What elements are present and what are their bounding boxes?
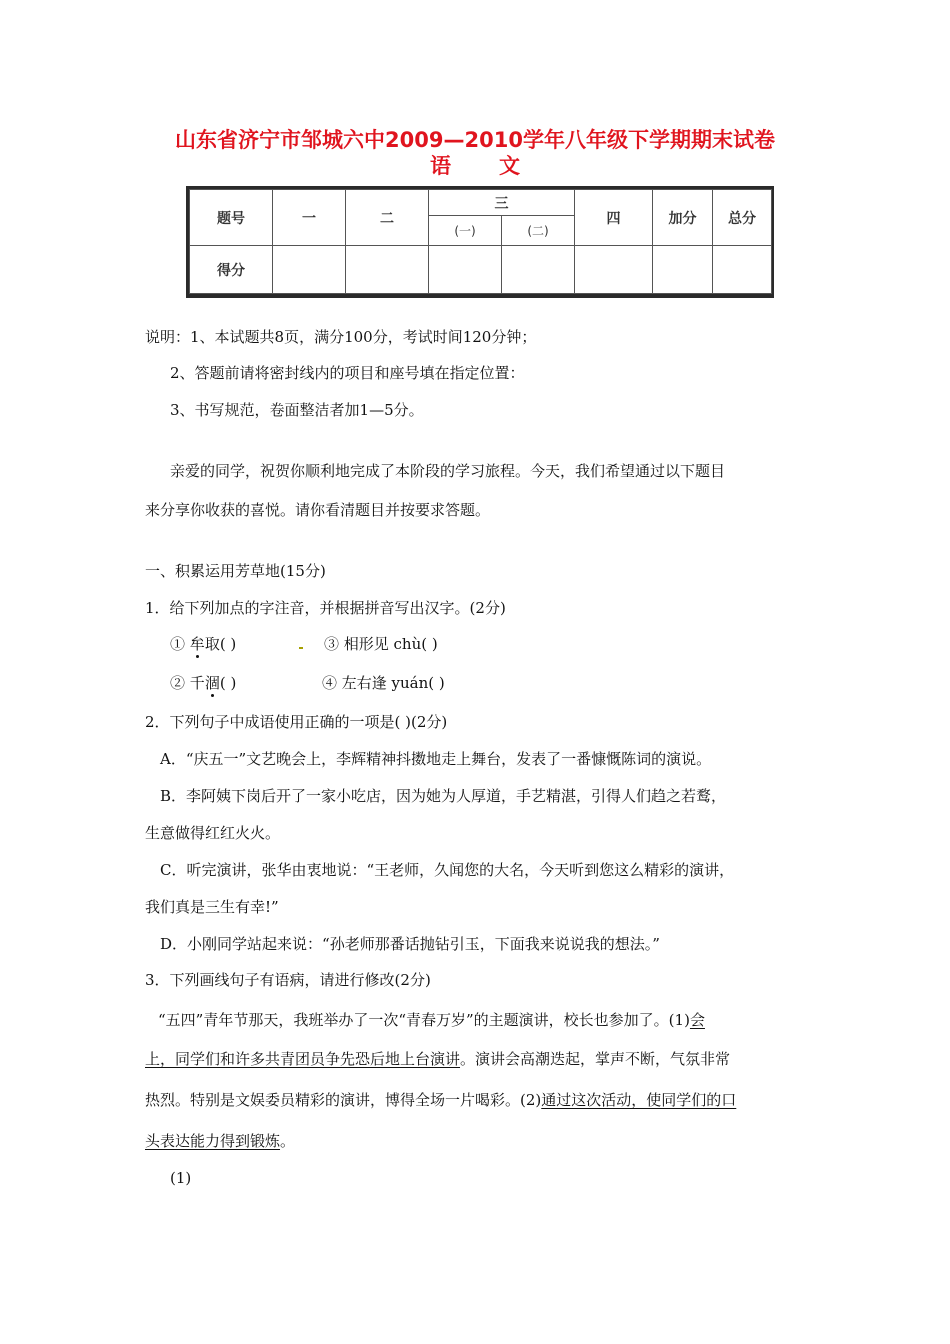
score-cell [346,246,429,294]
intro-line-2: 来分享你收获的喜悦。请你看清题目并按要求答题。 [145,501,491,519]
score-col-1: 一 [273,190,346,246]
exam-title: 山东省济宁市邹城六中2009—2010学年八年级下学期期末试卷 [175,128,775,152]
score-cell [575,246,653,294]
score-col-total: 总分 [713,190,772,246]
note-3: 3、书写规范，卷面整洁者加1—5分。 [170,401,424,419]
question-3-para-line-2: 上，同学们和许多共青团员争先恐后地上台演讲。演讲会高潮迭起，掌声不断，气氛非常 [145,1050,731,1068]
score-row-label: 得分 [190,246,273,294]
question-3-stem: 3．下列画线句子有语病，请进行修改(2分) [145,971,431,989]
question-1-item-2: ② 千涸( ) [170,674,237,692]
score-col-4: 四 [575,190,653,246]
scan-mark [299,647,303,649]
question-2-option-b-cont: 生意做得红红火火。 [145,824,281,842]
score-col-3: 三 [429,190,575,216]
score-cell [273,246,346,294]
question-3-answer-1-label: (1) [170,1169,192,1187]
section-1-heading: 一、积累运用芳草地(15分) [145,562,326,580]
score-cell [502,246,575,294]
score-cell [429,246,502,294]
score-table [186,186,774,298]
score-sub-col-2: (二) [502,216,575,246]
score-cell [653,246,713,294]
question-2-option-b: B．李阿姨下岗后开了一家小吃店，因为她为人厚道，手艺精湛，引得人们趋之若鹜， [160,787,727,805]
score-col-bonus: 加分 [653,190,713,246]
score-sub-col-1: (一) [429,216,502,246]
score-cell [713,246,772,294]
question-3-para-line-1: “五四”青年节那天，我班举办了一次“青春万岁”的主题演讲，校长也参加了。(1)会 [158,1011,705,1029]
exam-subject: 语 文 [430,154,520,178]
question-2-option-c-cont: 我们真是三生有幸!” [145,898,279,916]
score-col-2: 二 [346,190,429,246]
question-1-item-3: ③ 相形见 chù( ) [324,635,438,653]
note-1: 说明：1、本试题共8页，满分100分，考试时间120分钟； [145,328,537,346]
intro-line-1: 亲爱的同学，祝贺你顺利地完成了本阶段的学习旅程。今天，我们希望通过以下题目 [170,462,726,480]
question-3-para-line-4: 头表达能力得到锻炼。 [145,1132,296,1150]
note-2: 2、答题前请将密封线内的项目和座号填在指定位置： [170,364,525,382]
question-3-para-line-3: 热烈。特别是文娱委员精彩的演讲，博得全场一片喝彩。(2)通过这次活动，使同学们的口 [145,1091,737,1109]
question-1-stem: 1．给下列加点的字注音，并根据拼音写出汉字。(2分) [145,599,506,617]
question-1-item-1: ① 牟取( ) [170,635,237,653]
question-2-stem: 2．下列句子中成语使用正确的一项是( )(2分) [145,713,448,731]
question-2-option-d: D．小刚同学站起来说：“孙老师那番话抛钻引玉，下面我来说说我的想法。” [160,935,660,953]
question-2-option-a: A．“庆五一”文艺晚会上，李辉精神抖擞地走上舞台，发表了一番慷慨陈词的演说。 [160,750,712,768]
score-head-label: 题号 [190,190,273,246]
question-1-item-4: ④ 左右逢 yuán( ) [322,674,445,692]
question-2-option-c: C．听完演讲，张华由衷地说：“王老师，久闻您的大名，今天听到您这么精彩的演讲， [160,861,735,879]
